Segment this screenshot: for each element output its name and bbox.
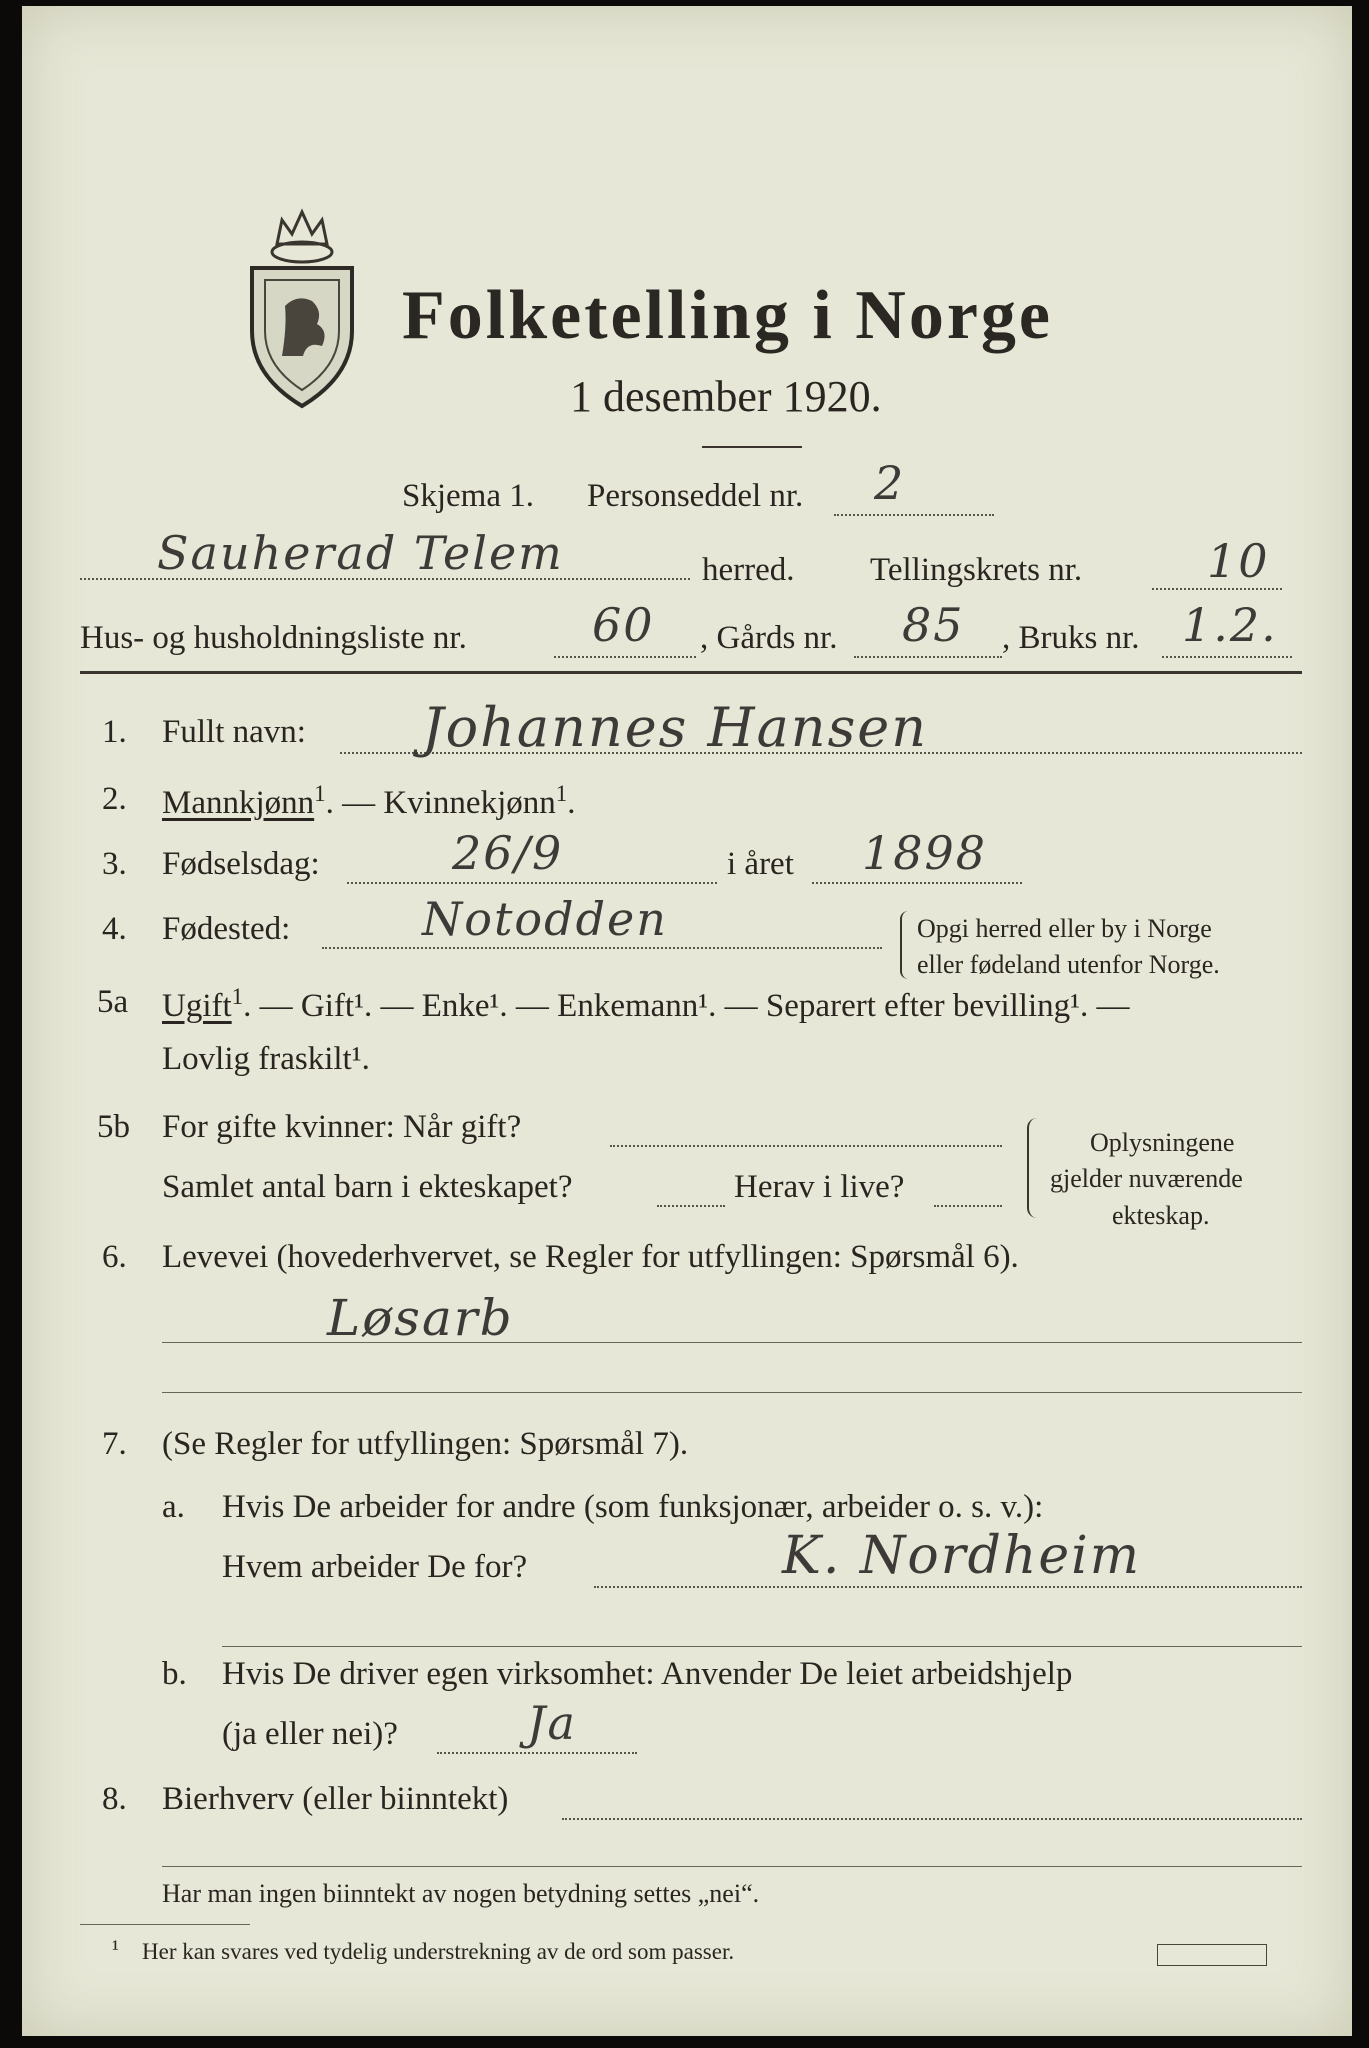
q3-year-line: [812, 882, 1022, 884]
q4-number: 4.: [102, 911, 127, 947]
q4-note-2: eller fødeland utenfor Norge.: [917, 950, 1220, 979]
personseddel-value: 2: [874, 456, 906, 510]
herred-value: Sauherad Telem: [157, 526, 564, 580]
footnote-mark: ¹: [112, 1936, 119, 1961]
census-form: [22, 6, 1352, 2036]
q2-separator: . —: [325, 785, 384, 821]
bruks-line: [1162, 656, 1292, 658]
full-name-value: Johannes Hansen: [422, 696, 929, 759]
q6-label: Levevei (hovederhvervet, se Regler for utfyllingen: Spørsmål 6).: [162, 1239, 1019, 1275]
q2-options: Mannkjønn$^1$. — Kvinnekjønn$^1$.: [162, 781, 576, 821]
q3-line: [347, 882, 717, 884]
q7-number: 7.: [102, 1426, 127, 1462]
q2-number: 2.: [102, 781, 127, 817]
q8-line-2: [162, 1866, 1302, 1867]
occupation-value: Løsarb: [327, 1289, 514, 1347]
q7b-label-2: (ja eller nei)?: [222, 1716, 398, 1752]
q7a-label-2: Hvem arbeider De for?: [222, 1549, 528, 1585]
q7-label: (Se Regler for utfyllingen: Spørsmål 7).: [162, 1426, 689, 1462]
q5b-brace: [1027, 1118, 1039, 1218]
q8-line: [562, 1818, 1302, 1820]
q7a-number: a.: [162, 1489, 185, 1525]
bruks-label: , Bruks nr.: [1002, 620, 1140, 656]
header-divider: [80, 671, 1302, 674]
q2-end: .: [567, 785, 576, 821]
q5b-label-married: For gifte kvinner: Når gift?: [162, 1109, 522, 1145]
q2-male-underlined: Mannkjønn: [162, 785, 315, 821]
husliste-label: Hus- og husholdningsliste nr.: [80, 620, 467, 656]
q7a-line-2: [222, 1646, 1302, 1647]
q2-female: Kvinnekjønn: [383, 785, 556, 821]
footnote-text: Her kan svares ved tydelig understrekning av de ord som passer.: [142, 1939, 735, 1964]
norway-coat-of-arms-icon: [237, 206, 367, 416]
tellingskrets-line: [1152, 588, 1282, 590]
q5a-rest: . — Gift¹. — Enke¹. — Enkemann¹. — Separert efter bevilling¹. —: [243, 988, 1130, 1024]
gards-value: 85: [902, 598, 965, 652]
q5b-number: 5b: [97, 1109, 130, 1145]
q7b-label-1: Hvis De driver egen virksomhet: Anvender De leiet arbeidshjelp: [222, 1656, 1073, 1692]
census-date: 1 desember 1920.: [570, 372, 882, 421]
q7b-line: [437, 1752, 637, 1754]
q5b-note-2: gjelder nuværende: [1050, 1164, 1243, 1193]
personseddel-line: [834, 514, 994, 516]
q4-label: Fødested:: [162, 911, 291, 947]
q3-label: Fødselsdag:: [162, 846, 320, 882]
q1-label: Fullt navn:: [162, 714, 306, 750]
husliste-line: [554, 656, 696, 658]
q5b-children-line: [657, 1205, 725, 1207]
gards-line: [854, 656, 1002, 658]
q5b-married-line: [610, 1145, 1002, 1147]
gards-label: , Gårds nr.: [700, 620, 838, 656]
tellingskrets-value: 10: [1207, 534, 1270, 588]
divider: [702, 446, 802, 448]
q5a-number: 5a: [97, 984, 129, 1020]
q4-line: [322, 947, 882, 949]
q4-brace: [900, 911, 912, 979]
q7a-line: [594, 1586, 1302, 1588]
footer-note: Har man ingen biinntekt av nogen betydning settes „nei“.: [162, 1879, 760, 1908]
bruks-value: 1.2.: [1182, 598, 1278, 652]
q1-number: 1.: [102, 714, 127, 750]
birthdate-value: 26/9: [452, 826, 564, 880]
schema-label: Skjema 1.: [402, 478, 534, 514]
own-business-value: Ja: [527, 1696, 577, 1750]
footnote-divider: [80, 1924, 250, 1925]
q5b-note-3: ekteskap.: [1112, 1201, 1210, 1230]
q3-number: 3.: [102, 846, 127, 882]
personseddel-label: Personseddel nr.: [587, 478, 804, 514]
q5a-line2: Lovlig fraskilt¹.: [162, 1041, 370, 1077]
q8-label: Bierhverv (eller biinntekt): [162, 1781, 509, 1817]
employer-value: K. Nordheim: [782, 1526, 1142, 1586]
q5b-label-alive: Herav i live?: [734, 1169, 905, 1205]
q7b-number: b.: [162, 1656, 187, 1692]
husliste-value: 60: [592, 598, 655, 652]
q5b-alive-line: [934, 1205, 1002, 1207]
q6-line-2: [162, 1392, 1302, 1393]
q5b-label-children: Samlet antal barn i ekteskapet?: [162, 1169, 573, 1205]
q5a-ugift-underlined: Ugift: [162, 988, 232, 1024]
q7a-label-1: Hvis De arbeider for andre (som funksjonær, arbeider o. s. v.):: [222, 1489, 1044, 1525]
q8-number: 8.: [102, 1781, 127, 1817]
q5a-options: Ugift$^1$. — Gift¹. — Enke¹. — Enkemann¹. — Separert efter bevilling¹. —: [162, 984, 1130, 1024]
q4-note-1: Opgi herred eller by i Norge: [917, 914, 1212, 943]
q3-year-label: i året: [727, 846, 794, 882]
q6-number: 6.: [102, 1239, 127, 1275]
q6-line-1: [162, 1342, 1302, 1343]
tellingskrets-label: Tellingskrets nr.: [870, 552, 1083, 588]
birthplace-value: Notodden: [422, 892, 668, 946]
printer-stamp: [1157, 1944, 1267, 1966]
page-title: Folketelling i Norge: [402, 277, 1054, 354]
q5b-note-1: Oplysningene: [1090, 1128, 1235, 1157]
birth-year-value: 1898: [862, 826, 988, 880]
herred-label: herred.: [702, 552, 795, 588]
